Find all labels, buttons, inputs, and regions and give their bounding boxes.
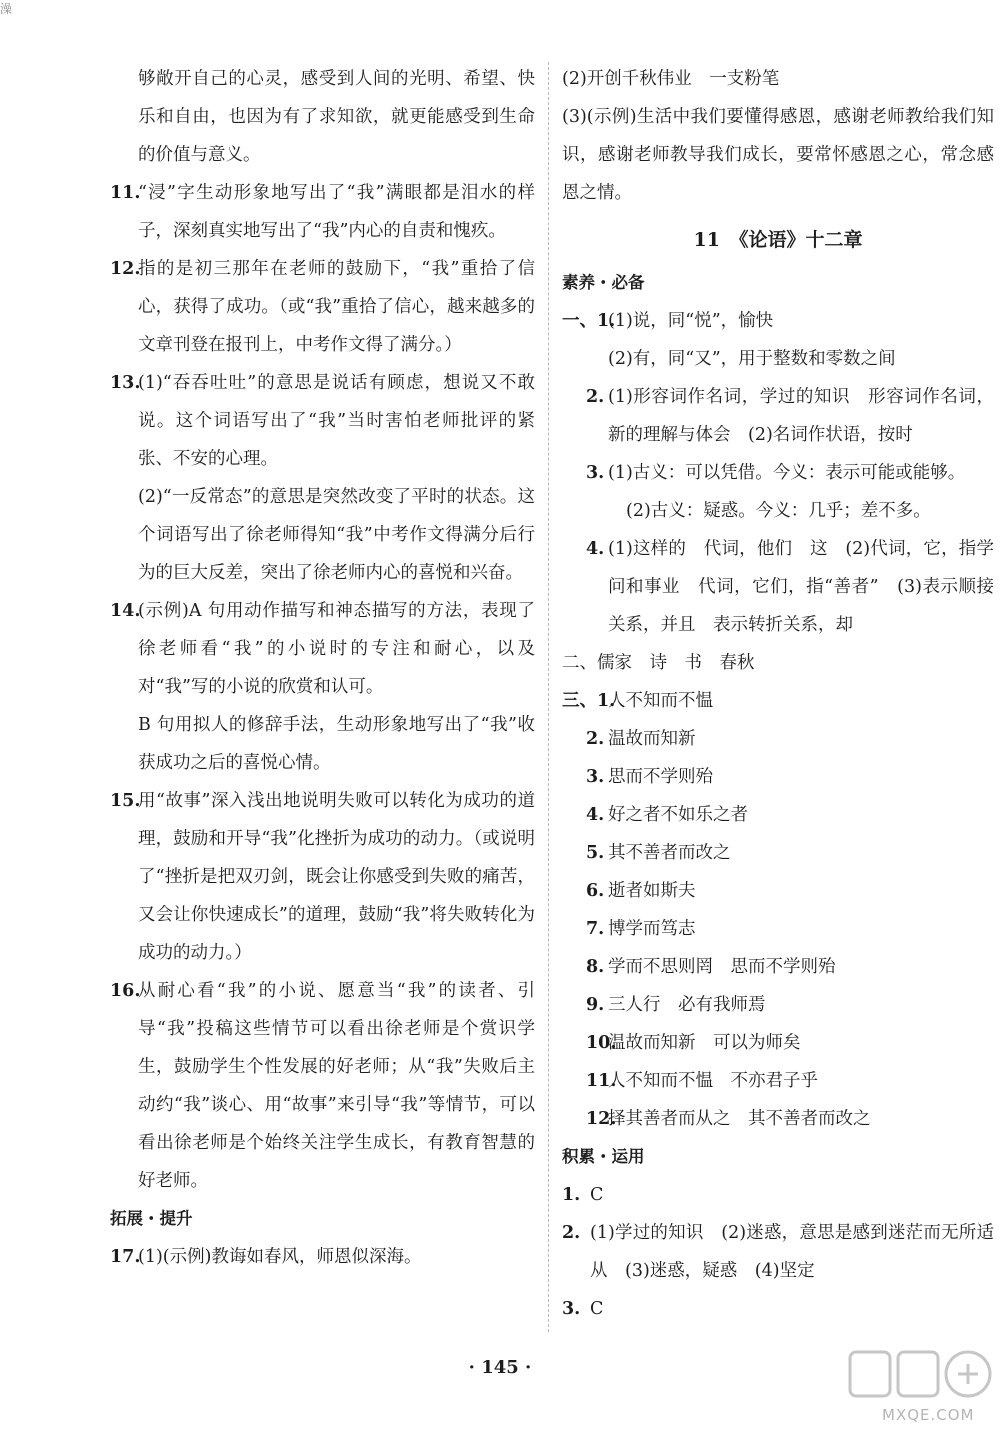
item-text: 从耐心看“我”的小说、愿意当“我”的读者、引导“我”投稿这些情节可以看出徐老师是个赏识学生，鼓励学生个性发展的好老师；从“我”失败后主动约“我”谈心、用“故事”来引导“我”等情节，可以看出徐老师是个始终关注学生成长，有教育智慧的好老师。: [138, 981, 535, 1191]
item-number: 16.: [110, 981, 141, 1001]
item-number: 14.: [110, 601, 141, 621]
item-text: 温故而知新 可以为师矣: [608, 1033, 801, 1053]
item-number: 13.: [110, 373, 141, 393]
item-text: 够敞开自己的心灵，感受到人间的光明、希望、快乐和自由，也因为有了求知欲，就更能感受到生命的价值与意义。: [138, 69, 535, 165]
answer-item: [562, 302, 994, 340]
item-number: 12.: [110, 259, 141, 279]
answer-item: [110, 972, 535, 1200]
answer-item: [562, 530, 994, 644]
answer-item: [110, 364, 535, 478]
item-number: 9.: [586, 995, 605, 1015]
item-text: 温故而知新: [608, 729, 696, 749]
answer-item: [110, 706, 535, 782]
answer-item: [110, 592, 535, 706]
answer-item: [562, 644, 994, 682]
answer-stamp-icon: [846, 1346, 996, 1406]
answer-item: [562, 454, 994, 492]
item-number: 4.: [586, 539, 605, 559]
item-text: (1)形容词作名词，学过的知识 形容词作名词，新的理解与体会 (2)名词作状语，按时: [608, 387, 994, 445]
answer-item: [562, 872, 994, 910]
answer-item: [562, 60, 994, 98]
item-text: 二、儒家 诗 书 春秋: [562, 653, 755, 673]
item-text: (2)有，同“又”，用于整数和零数之间: [608, 349, 896, 369]
answer-item: [562, 1100, 994, 1138]
answer-item: [562, 1290, 994, 1328]
item-text: (1)学过的知识 (2)迷惑，意思是感到迷茫而无所适从 (3)迷惑，疑惑 (4)坚定: [590, 1223, 994, 1281]
answer-item: [562, 98, 994, 212]
answer-item: [562, 492, 994, 530]
item-number: 2.: [586, 729, 605, 749]
item-text: C: [590, 1299, 604, 1319]
item-number: 17.: [110, 1247, 141, 1267]
item-text: 思而不学则殆: [608, 767, 713, 787]
answer-item: [110, 250, 535, 364]
answer-item: [562, 834, 994, 872]
item-number: 5.: [586, 843, 605, 863]
corner-mark: 澡: [0, 2, 13, 16]
item-text: (1)(示例)教诲如春风，师恩似深海。: [138, 1247, 422, 1267]
answer-item: [110, 1238, 535, 1276]
item-text: (3)(示例)生活中我们要懂得感恩，感谢老师教给我们知识，感谢老师教导我们成长，要常怀感恩之心，常念感恩之情。: [562, 107, 994, 203]
answer-item: [562, 758, 994, 796]
item-text: (1)“吞吞吐吐”的意思是说话有顾虑，想说又不敢说。这个词语写出了“我”当时害怕老师批评的紧张、不安的心理。: [138, 373, 535, 469]
answer-item: [562, 1214, 994, 1290]
item-number: 3.: [586, 463, 605, 483]
item-text: 博学而笃志: [608, 919, 696, 939]
item-text: 人不知而不愠 不亦君子乎: [608, 1071, 818, 1091]
answer-item: [562, 1024, 994, 1062]
page-number: · 145 ·: [468, 1357, 532, 1378]
answer-item: [110, 478, 535, 592]
answer-item: [562, 1176, 994, 1214]
answer-item: [562, 720, 994, 758]
item-number: 一、1.: [562, 311, 616, 331]
item-text: (1)说，同“悦”，愉快: [608, 311, 774, 331]
item-number: 10.: [586, 1033, 617, 1053]
item-text: (2)开创千秋伟业 一支粉笔: [562, 69, 780, 89]
watermark-text: MXQE.COM: [882, 1406, 975, 1424]
answer-item: [562, 378, 994, 454]
answer-item: [562, 682, 994, 720]
item-number: 1.: [562, 1185, 581, 1205]
answer-item: [562, 340, 994, 378]
item-number: 8.: [586, 957, 605, 977]
answer-item: [110, 174, 535, 250]
item-text: (1)这样的 代词，他们 这 (2)代词，它，指学问和事业 代词，它们，指“善者” (3)表示顺接关系，并且 表示转折关系，却: [608, 539, 994, 635]
answer-item: [110, 60, 535, 174]
section-heading: 拓展・提升: [110, 1209, 193, 1228]
item-text: 其不善者而改之: [608, 843, 731, 863]
item-number: 15.: [110, 791, 141, 811]
item-number: 4.: [586, 805, 605, 825]
watermark-logo: [846, 1346, 996, 1432]
item-text: 逝者如斯夫: [608, 881, 696, 901]
item-text: 人不知而不愠: [608, 691, 713, 711]
item-text: B 句用拟人的修辞手法，生动形象地写出了“我”收获成功之后的喜悦心情。: [138, 715, 535, 773]
item-text: 好之者不如乐之者: [608, 805, 748, 825]
item-text: (1)古义：可以凭借。今义：表示可能或能够。: [608, 463, 966, 483]
item-text: 三人行 必有我师焉: [608, 995, 766, 1015]
answer-item: [562, 1062, 994, 1100]
answer-item: [562, 796, 994, 834]
item-text: C: [590, 1185, 604, 1205]
answer-item: [562, 948, 994, 986]
item-text: “浸”字生动形象地写出了“我”满眼都是泪水的样子，深刻真实地写出了“我”内心的自责和愧疚。: [138, 183, 535, 241]
item-number: 2.: [562, 1223, 581, 1243]
item-text: 用“故事”深入浅出地说明失败可以转化为成功的道理，鼓励和开导“我”化挫折为成功的动力。（或说明了“挫折是把双刃剑，既会让你感受到失败的痛苦，又会让你快速成长”的道理，鼓励“我”将失败转化为成功的动力。）: [138, 791, 535, 963]
item-number: 3.: [562, 1299, 581, 1319]
item-text: 学而不思则罔 思而不学则殆: [608, 957, 836, 977]
column-divider: [548, 62, 549, 1332]
item-number: 11.: [110, 183, 141, 203]
right-column: [562, 60, 994, 1328]
item-number: 3.: [586, 767, 605, 787]
answer-item: [562, 986, 994, 1024]
item-number: 2.: [586, 387, 605, 407]
item-text: (2)古义：疑惑。今义：几乎；差不多。: [626, 501, 931, 521]
item-number: 12.: [586, 1109, 617, 1129]
item-text: 择其善者而从之 其不善者而改之: [608, 1109, 871, 1129]
item-text: 指的是初三那年在老师的鼓励下，“我”重拾了信心，获得了成功。（或“我”重拾了信心，越来越多的文章刊登在报刊上，中考作文得了满分。）: [138, 259, 535, 355]
item-number: 11.: [586, 1071, 617, 1091]
answer-item: [110, 782, 535, 972]
item-text: (2)“一反常态”的意思是突然改变了平时的状态。这个词语写出了徐老师得知“我”中考作文得满分后行为的巨大反差，突出了徐老师内心的喜悦和兴奋。: [138, 487, 535, 583]
item-number: 三、1.: [562, 691, 616, 711]
section-heading: 素养・必备: [562, 273, 645, 292]
left-column: [110, 60, 535, 1276]
item-number: 6.: [586, 881, 605, 901]
section-heading: 积累・运用: [562, 1147, 645, 1166]
item-text: (示例)A 句用动作描写和神态描写的方法，表现了徐老师看“我”的小说时的专注和耐心，以及对“我”写的小说的欣赏和认可。: [138, 601, 535, 697]
item-number: 7.: [586, 919, 605, 939]
answer-item: [562, 910, 994, 948]
lesson-title: 11 《论语》十二章: [693, 229, 863, 251]
